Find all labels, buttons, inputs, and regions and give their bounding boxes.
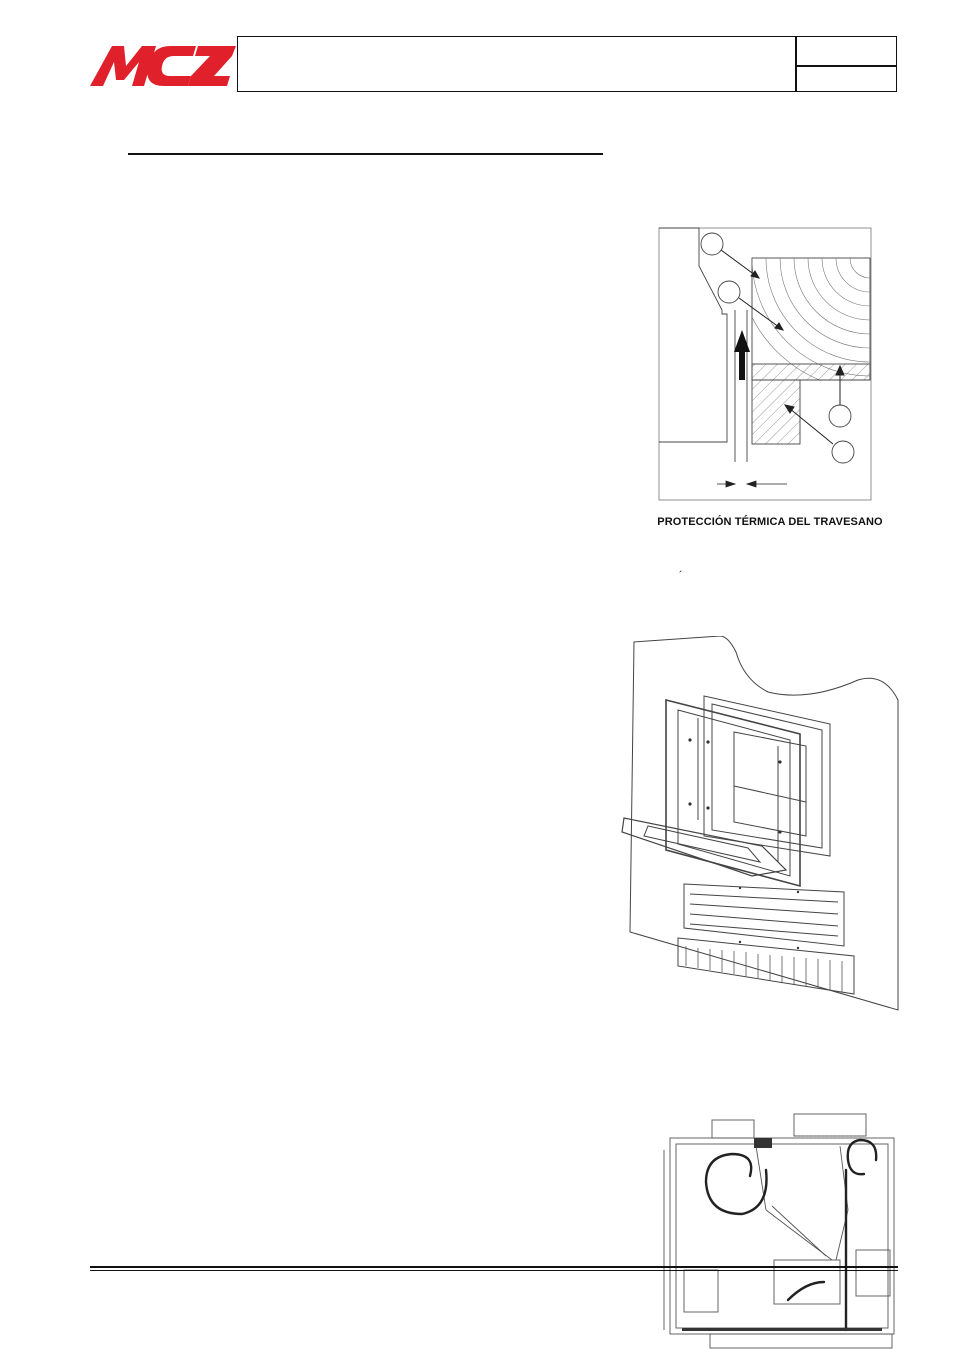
section-title-underline bbox=[128, 153, 603, 155]
figure-caption: PROTECCIÓN TÉRMICA DEL TRAVESANO bbox=[657, 516, 883, 528]
technical-cross-section bbox=[660, 1110, 900, 1350]
header-title-box bbox=[237, 36, 897, 92]
thermal-protection-diagram bbox=[655, 226, 873, 502]
header-divider-vertical bbox=[795, 36, 797, 92]
footer-rule-thin bbox=[90, 1270, 898, 1271]
header-divider-horizontal bbox=[795, 65, 897, 67]
insert-frame-drawing bbox=[608, 636, 900, 1012]
footer-rule bbox=[90, 1266, 898, 1268]
stray-mark: ´ bbox=[679, 570, 683, 582]
mcz-logo bbox=[90, 44, 236, 88]
